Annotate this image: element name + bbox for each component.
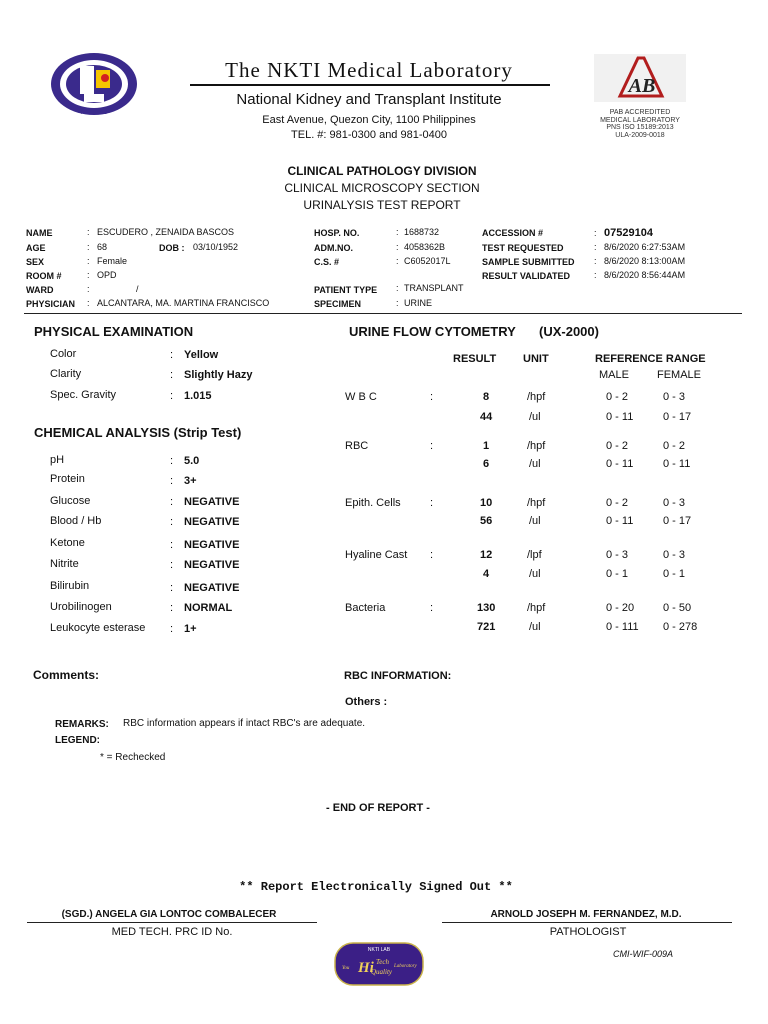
colon: : [170,455,174,467]
chemical-value: NEGATIVE [184,496,240,508]
age-label: AGE [26,243,46,253]
sex-label: SEX [26,257,45,267]
flow-ref-female: 0 - 1 [663,568,686,580]
pathologist-title: PATHOLOGIST [549,926,627,938]
patient-divider [24,313,742,314]
flow-param: Hyaline Cast [345,549,408,561]
chemical-value: NEGATIVE [184,516,240,528]
lab-title: The NKTI Medical Laboratory [225,58,513,82]
flow-unit: /ul [529,568,541,580]
specimen-label: SPECIMEN [314,299,362,309]
patient-type-label: PATIENT TYPE [314,285,378,295]
adm-no: 4058362B [404,242,446,252]
flow-ref-male: 0 - 11 [606,515,634,527]
colon: : [396,242,399,252]
flow-result: 6 [483,458,490,470]
physical-label: Clarity [50,368,82,380]
colon: : [430,602,434,614]
colon: : [170,582,174,594]
flow-result: 1 [483,440,490,452]
test-requested-label: TEST REQUESTED [482,243,564,253]
hitech-badge-icon [334,942,424,986]
colon: : [87,270,90,280]
colon: : [594,270,597,280]
col-result-header: RESULT [453,353,497,365]
institute-address: East Avenue, Quezon City, 1100 Philippines [262,114,476,126]
colon: : [430,549,434,561]
svg-text:NKTI LAB: NKTI LAB [367,947,391,953]
room-label: ROOM # [26,271,62,281]
colon: : [594,242,597,252]
flow-unit: /ul [529,411,541,423]
colon: : [87,227,90,237]
flow-ref-male: 0 - 2 [606,497,629,509]
colon: : [170,369,174,381]
colon: : [87,256,90,266]
end-of-report: - END OF REPORT - [326,802,430,814]
chemical-label: pH [50,454,65,466]
flow-result: 4 [483,568,490,580]
colon: : [594,228,597,238]
patient-age: 68 [97,242,108,252]
flow-ref-male: 0 - 1 [606,568,629,580]
col-male-header: MALE [599,369,629,381]
colon: : [430,440,434,452]
chemical-label: Ketone [50,537,85,549]
colon: : [170,390,174,402]
chemical-value: 1+ [184,623,197,635]
legend-text: * = Rechecked [100,752,166,763]
flow-unit: /ul [529,458,541,470]
others-label: Others : [345,696,388,708]
flow-ref-female: 0 - 3 [663,391,686,403]
flow-ref-male: 0 - 3 [606,549,629,561]
chemical-label: Blood / Hb [50,515,102,527]
svg-text:AB: AB [628,75,656,97]
pab-line-3: PNS ISO 15189:2013 [606,124,674,131]
accession-label: ACCESSION # [482,228,544,238]
flow-unit: /ul [529,515,541,527]
physical-heading: PHYSICAL EXAMINATION [34,324,194,339]
colon: : [396,227,399,237]
physical-value: Yellow [184,349,219,361]
colon: : [396,256,399,266]
adm-no-label: ADM.NO. [314,243,353,253]
flow-result: 56 [480,515,493,527]
patient-sex: Female [97,256,128,266]
flow-ref-male: 0 - 11 [606,458,634,470]
signed-out-notice: ** Report Electronically Signed Out ** [239,880,513,894]
rbc-information-label: RBC INFORMATION: [344,670,452,682]
hosp-no: 1688732 [404,227,440,237]
flow-ref-male: 0 - 111 [606,621,639,633]
legend-label: LEGEND: [55,735,100,746]
logo-left-text: NKTI LAB [80,110,108,116]
colon: : [170,496,174,508]
colon: : [430,391,434,403]
form-code: CMI-WIF-009A [613,949,674,959]
hitech-quality-badge [334,942,424,986]
flow-unit: /hpf [527,440,546,452]
colon: : [87,298,90,308]
col-female-header: FEMALE [657,369,702,381]
col-reference-header: REFERENCE RANGE [595,353,706,365]
sample-submitted-label: SAMPLE SUBMITTED [482,257,575,267]
flow-unit: /hpf [527,391,546,403]
flow-result: 721 [477,621,496,633]
flow-ref-male: 0 - 2 [606,440,629,452]
colon: : [396,298,399,308]
colon: : [594,256,597,266]
flow-ref-male: 0 - 20 [606,602,635,614]
pab-line-1: PAB ACCREDITED [609,109,671,116]
ward-label: WARD [26,285,54,295]
dob-label: DOB : [159,243,185,253]
chemical-label: Leukocyte esterase [50,622,146,634]
svg-text:Tech: Tech [376,958,389,966]
flow-unit: /hpf [527,497,546,509]
physical-value: 1.015 [184,390,212,402]
result-validated-label: RESULT VALIDATED [482,271,570,281]
chemical-value: NEGATIVE [184,559,240,571]
flow-unit: /lpf [527,549,542,561]
medtech-title: MED TECH. PRC ID No. [111,926,233,938]
flow-ref-female: 0 - 17 [663,515,692,527]
chemical-label: Nitrite [50,558,79,570]
flow-ref-female: 0 - 2 [663,440,686,452]
physical-label: Color [50,348,77,360]
patient-dob: 03/10/1952 [193,242,239,252]
flow-ref-female: 0 - 50 [663,602,692,614]
colon: : [170,475,174,487]
colon: : [170,349,174,361]
chemical-value: 5.0 [184,455,200,467]
specimen: URINE [404,298,433,308]
institute-tel: TEL. #: 981-0300 and 981-0400 [291,129,447,141]
flow-param: Epith. Cells [345,497,401,509]
chemical-label: Protein [50,473,85,485]
title-underline [190,84,550,86]
flow-ref-female: 0 - 3 [663,549,686,561]
patient-name: ESCUDERO , ZENAIDA BASCOS [97,227,235,237]
flow-result: 8 [483,391,490,403]
flow-model: (UX-2000) [539,324,599,339]
flow-unit: /hpf [527,602,546,614]
cs-no: C6052017L [404,256,451,266]
flow-result: 10 [480,497,493,509]
patient-ward: / [136,284,139,294]
report-title: URINALYSIS TEST REPORT [303,198,461,212]
medtech-signature-line [27,922,317,923]
result-validated: 8/6/2020 8:56:44AM [604,270,686,280]
division-title: CLINICAL PATHOLOGY DIVISION [287,164,477,178]
flow-ref-female: 0 - 11 [663,458,691,470]
colon: : [87,284,90,294]
patient-room: OPD [97,270,117,280]
flow-result: 130 [477,602,496,614]
colon: : [170,516,174,528]
flow-ref-male: 0 - 11 [606,411,634,423]
medtech-name: (SGD.) ANGELA GIA LONTOC COMBALECER [61,909,277,920]
name-label: NAME [26,228,53,238]
test-requested: 8/6/2020 6:27:53AM [604,242,686,252]
patient-type: TRANSPLANT [404,283,464,293]
chemical-label: Bilirubin [50,580,90,592]
colon: : [87,242,90,252]
comments-label: Comments: [33,668,100,682]
chemical-value: NORMAL [184,602,233,614]
institute-name: National Kidney and Transplant Institute [236,91,502,108]
chemical-value: NEGATIVE [184,539,240,551]
physician-label: PHYSICIAN [26,299,76,309]
physical-label: Spec. Gravity [50,389,117,401]
chemical-value: 3+ [184,475,197,487]
cs-no-label: C.S. # [314,257,340,267]
colon: : [170,539,174,551]
flow-param: W B C [345,391,377,403]
remarks-text: RBC information appears if intact RBC's are adequate. [123,718,366,729]
flow-heading: URINE FLOW CYTOMETRY [349,324,516,339]
pab-icon [592,52,688,104]
remarks-label: REMARKS: [55,719,109,730]
flow-ref-female: 0 - 17 [663,411,692,423]
sample-submitted: 8/6/2020 8:13:00AM [604,256,686,266]
pab-line-4: ULA-2009-0018 [615,131,665,139]
svg-text:Hi: Hi [358,960,374,976]
flow-unit: /ul [529,621,541,633]
flow-param: RBC [345,440,369,452]
accession-no: 07529104 [604,227,653,239]
physical-value: Slightly Hazy [184,369,253,381]
colon: : [430,497,434,509]
pab-accreditation-logo [592,52,688,138]
chemical-label: Glucose [50,495,91,507]
patient-physician: ALCANTARA, MA. MARTINA FRANCISCO [97,298,270,308]
hosp-no-label: HOSP. NO. [314,228,360,238]
chemical-heading: CHEMICAL ANALYSIS (Strip Test) [34,425,242,440]
svg-text:Quality: Quality [371,968,392,976]
pathologist-signature-line [442,922,732,923]
pab-line-2: MEDICAL LABORATORY [600,116,680,124]
nkti-lab-logo [50,52,138,116]
flow-ref-male: 0 - 2 [606,391,629,403]
colon: : [396,283,399,293]
svg-text:Laboratory: Laboratory [394,964,417,969]
col-unit-header: UNIT [523,353,549,365]
flow-ref-female: 0 - 278 [663,621,698,633]
chemical-value: NEGATIVE [184,582,240,594]
flow-ref-female: 0 - 3 [663,497,686,509]
svg-text:You: You [342,966,350,971]
flow-param: Bacteria [345,602,386,614]
section-title: CLINICAL MICROSCOPY SECTION [284,181,480,195]
flow-result: 12 [480,549,493,561]
chemical-label: Urobilinogen [50,601,112,613]
colon: : [170,623,174,635]
flow-result: 44 [480,411,493,423]
colon: : [170,559,174,571]
pathologist-name: ARNOLD JOSEPH M. FERNANDEZ, M.D. [490,909,682,920]
colon: : [170,602,174,614]
